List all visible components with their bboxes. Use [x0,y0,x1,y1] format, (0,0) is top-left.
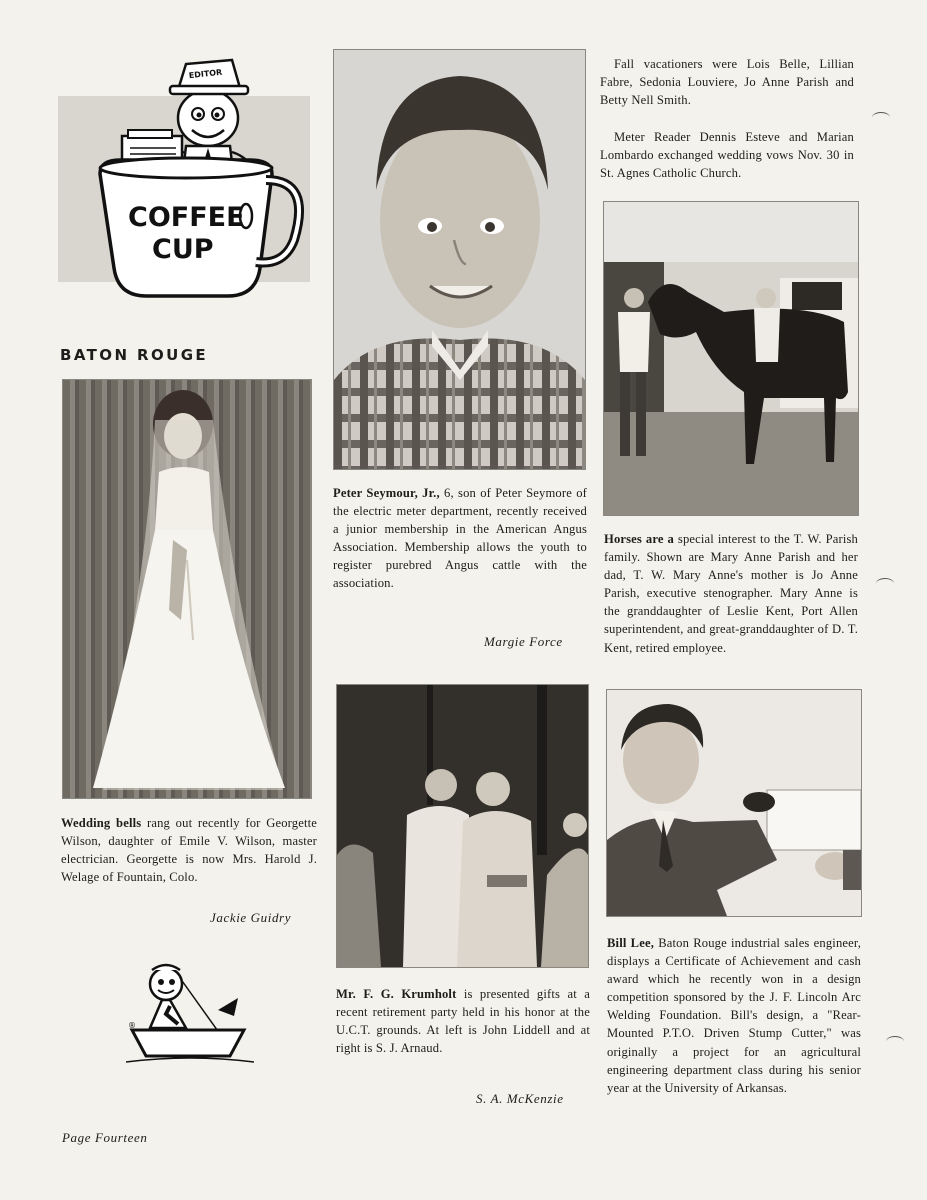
wedding-photo [62,379,312,799]
horses-caption-lead: Horses are a [604,532,674,546]
bill-lee-caption-text: Baton Rouge industrial sales engineer, displays a Certificate of Achievement and cash award which he recently won in a design competition sponsored by the J. F. Lincoln Arc Welding Foundation. Bill's design, a "Rear-Mounted P.T.O. Driven Stump Cutter," was originally a project for an agricultural engineering department class during his senior year at the University of Arkansas. [607,936,862,1095]
signature-mckenzie: S. A. McKenzie [476,1091,564,1106]
binder-mark [886,1036,904,1047]
bill-lee-caption [607,934,861,1097]
section-heading: BATON ROUGE [60,346,209,364]
coffee-cup-logo [60,40,320,310]
binder-mark [876,578,894,589]
fishing-mascot-icon [126,958,254,1070]
party-figures [337,685,588,967]
boy-portrait-photo [333,49,586,470]
coffee-cup-icon [100,158,299,296]
signature-margie: Margie Force [484,634,563,649]
bride-figure [63,380,311,798]
page-number: Page Fourteen [62,1130,148,1145]
krumholt-caption [336,985,590,1057]
signature-jackie: Jackie Guidry [210,910,292,925]
horse-figures [604,202,858,515]
cup-title-line2: CUP [152,234,214,265]
retirement-party-photo [336,684,589,968]
boy-figure [334,50,585,469]
horses-caption [604,530,858,657]
wedding-caption-text: rang out recently for Georgette Wilson, daughter of Emile V. Wilson, master electrician. Georgette is now Mrs. Harold J. Welage of Fountain, Colo. [61,816,317,885]
krumholt-caption-lead: Mr. F. G. Krumholt [336,987,457,1001]
bill-lee-photo [606,689,862,917]
meter-reader-paragraph: Meter Reader Dennis Esteve and Marian Lombardo exchanged wedding vows Nov. 30 in St. Agnes Catholic Church. [600,130,854,181]
cup-title-line1: COFFEE [128,202,245,233]
peter-caption-lead: Peter Seymour, Jr., [333,486,440,500]
wedding-caption-lead: Wedding bells [61,816,142,830]
krumholt-caption-text: is presented gifts at a recent retirement party held in his honor at the U.C.T. grounds. At left is John Liddell and at right is S. J. Arnaud. [336,987,590,1056]
peter-caption [333,484,587,593]
binder-mark [872,112,890,123]
registered-mark: ® [128,1021,136,1030]
horses-caption-text: special interest to the T. W. Parish family. Shown are Mary Anne Parish and her dad, T. W. Mary Anne's mother is Jo Anne Parish, executive stenographer. Mary Anne is the granddaughter of Leslie Kent, Port Allen superintendent, and great-granddaughter of D. T. Kent, retired employee. [604,532,859,655]
hat-label: EDITOR [188,67,223,81]
vacation-paragraph: Fall vacationers were Lois Belle, Lillian Fabre, Sedonia Louviere, Jo Anne Parish and Betty Nell Smith. [600,57,854,108]
horse-photo [603,201,859,516]
bill-lee-caption-lead: Bill Lee, [607,936,655,950]
bill-lee-figure [607,690,861,916]
peter-caption-text: 6, son of Peter Seymore of the electric meter department, recently received a junior membership in the American Angus Association. Membership allows the youth to register purebred Angus cattle with the association. [333,486,587,591]
wedding-caption [61,814,317,886]
